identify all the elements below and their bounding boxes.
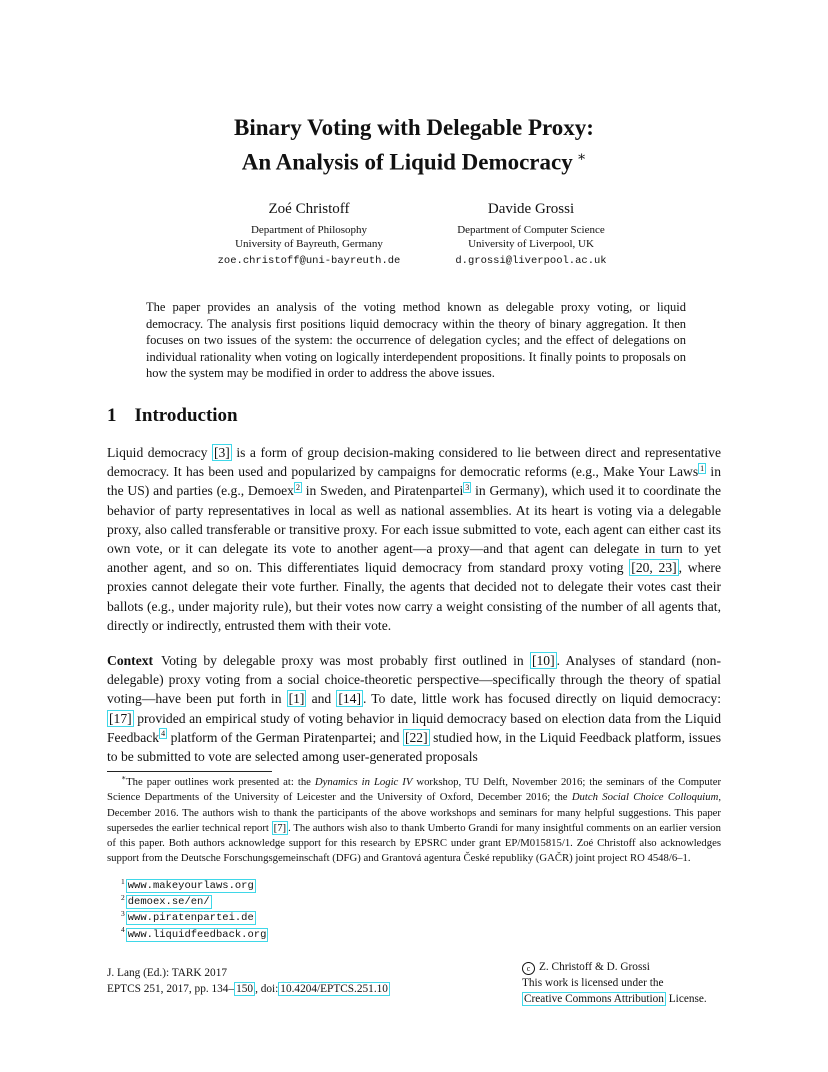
context-paragraph — [107, 651, 721, 766]
text-run: , December 2016. The authors wish to thank the participants of the above workshops and seminars for many helpful suggestions. This paper supersedes the earlier technical report — [107, 791, 721, 834]
doi-link[interactable]: 10.4204/EPTCS.251.10 — [280, 983, 388, 995]
author-name: Davide Grossi — [487, 201, 575, 217]
citation-link[interactable]: [3] — [213, 445, 230, 460]
author-name: Zoé Christoff — [268, 201, 350, 217]
section-number: 1 — [107, 405, 117, 426]
text-run: , doi: — [255, 983, 279, 995]
text-run: platform of the German Piratenpartei; and — [167, 729, 403, 745]
url-footnotes — [121, 878, 268, 943]
italic-run: Dutch Social Choice Colloquium — [571, 791, 719, 804]
text-run: EPTCS 251, 2017, pp. 134– — [107, 983, 235, 995]
text-run: in Germany), which used it to coordinate the behavior of party representatives in local as well as national assemblies. At its heart is voting via a delegable proxy, also called transferable or transitive proxy. For each issue submitted to vote, each agent can either cast its own vote, or it can delegate its vote to another agent—a proxy—and that agent can delegate in turn to yet another agent, and so on. This differentiates liquid democracy from standard proxy voting — [107, 483, 721, 576]
text-run: workshop, TU Delft, November 2016; the seminars of the Computer Science Departments of the University of Leicester and the University of Oxford, December 2016; the — [107, 776, 722, 804]
url-link[interactable]: www.makeyourlaws.org — [127, 880, 254, 892]
author-institution: University of Bayreuth, Germany — [235, 237, 383, 250]
footnote-link[interactable]: 4 — [161, 729, 166, 739]
url-footnote — [121, 878, 268, 894]
text-run: , where proxies cannot delegate their vote further. Finally, the agents that decided not to delegate their votes cast their ballots (e.g., under majority rule), but their votes now carry a weight consisting of the number of all agents that, directly or indirectly, entrusted them with their vote. — [107, 560, 721, 633]
license-info — [522, 959, 707, 1007]
author-department: Department of Computer Science — [457, 224, 605, 236]
footnote-link[interactable]: 3 — [465, 482, 470, 492]
title-footnote-mark: ∗ — [576, 150, 587, 165]
section-title: Introduction — [134, 405, 238, 426]
footnote-rule — [107, 771, 272, 772]
text-run: . The authors wish also to thank Umberto Grandi for many insightful comments on an earlier version of this paper. Both authors acknowledge support for this research by EPSRC under grant EP/M015815/1. Zoé Christoff also acknowledges support from the Deutsche Forschungsgemeinschaft (DFG) and Grantová agentura České republiky (GAČR) joint project RO 4548/6–1. — [107, 821, 721, 865]
author-email[interactable]: zoe.christoff@uni-bayreuth.de — [217, 255, 401, 267]
footnote-link[interactable]: 1 — [700, 463, 705, 473]
title-line-1: Binary Voting with Delegable Proxy: — [234, 115, 594, 140]
citation-link[interactable]: [20, 23] — [631, 560, 677, 576]
license-link-line — [522, 991, 707, 1007]
url-footnote — [121, 894, 268, 910]
abstract: The paper provides an analysis of the voting method known as delegable proxy voting, or liquid democracy. The analysis first positions liquid democracy within the theory of binary aggregation. It then focuses on two issues of the system: the occurrence of delegation cycles; and the effect of delegations on individual rationality when voting on logically interdependent propositions. It finally points to proposals on how the system may be modified in order to address the above issues. — [146, 300, 686, 381]
footnote-number: 3 — [121, 908, 125, 918]
title-line-2 — [0, 143, 828, 178]
author-email[interactable]: d.grossi@liverpool.ac.uk — [455, 255, 607, 267]
text-run: . Analyses of standard (non-delegable) proxy voting from a social choice-theoretic perspective—specifically through the theory of spatial voting—have been put forth in — [107, 653, 721, 707]
citation-link[interactable]: [22] — [404, 729, 428, 745]
publication-info — [107, 965, 390, 997]
copyright-line — [522, 959, 707, 975]
text-run: provided an empirical study of voting behavior in liquid democracy based on election data from the Liquid Feedback — [107, 710, 721, 745]
paper-title — [0, 113, 828, 178]
url-footnote — [121, 910, 268, 926]
author-institution: University of Liverpool, UK — [468, 237, 594, 250]
text-run: License. — [665, 993, 707, 1005]
last-page-link[interactable]: 150 — [236, 983, 254, 995]
footnote-mark: ∗ — [121, 773, 127, 783]
url-link[interactable]: www.liquidfeedback.org — [127, 928, 267, 941]
footnote-number: 1 — [121, 876, 125, 886]
text-run: and — [306, 691, 337, 707]
url-link[interactable]: www.piratenpartei.de — [127, 912, 254, 925]
intro-paragraph — [107, 443, 721, 635]
license-link[interactable]: Creative Commons Attribution — [524, 993, 664, 1005]
footnote-number: 4 — [121, 925, 125, 935]
text-run: in Sweden, and Piratenpartei — [301, 483, 464, 499]
paragraph-lead: Context — [107, 653, 154, 668]
text-run: is a form of group decision-making considered to lie between direct and representative democracy. It has been used and popularized by campaigns for democratic reforms (e.g., Make Your Laws — [107, 445, 721, 480]
footnote-number: 2 — [121, 892, 125, 902]
eptcs-line — [107, 981, 390, 997]
url-footnote — [121, 927, 268, 943]
text-run: The paper outlines work presented at: the — [126, 776, 315, 788]
copyright-holders: Z. Christoff & D. Grossi — [539, 961, 650, 973]
title-footnote — [107, 775, 721, 867]
section-heading — [107, 405, 238, 427]
author-block-1 — [199, 199, 419, 269]
text-run: Liquid democracy — [107, 445, 212, 460]
text-run: Voting by delegable proxy was most probably first outlined in — [161, 653, 530, 668]
text-run: studied how, in the Liquid Feedback platform, issues to be submitted to vote are selected among user-generated proposals — [107, 729, 721, 765]
italic-run: Dynamics in Logic IV — [314, 776, 413, 788]
text-run: . To date, little work has focused directly on liquid democracy: — [363, 691, 721, 707]
copyright-icon: c — [522, 962, 535, 975]
footnote-link[interactable]: 2 — [295, 482, 300, 492]
citation-link[interactable]: [10] — [531, 653, 555, 668]
license-line: This work is licensed under the — [522, 977, 664, 989]
author-department: Department of Philosophy — [250, 224, 368, 236]
editor-line: J. Lang (Ed.): TARK 2017 — [107, 967, 228, 979]
title-line-2-text: An Analysis of Liquid Democracy — [241, 149, 573, 175]
url-link[interactable]: demoex.se/en/ — [127, 896, 210, 909]
author-block-2 — [421, 199, 641, 269]
citation-link[interactable]: [14] — [338, 691, 361, 707]
citation-link[interactable]: [1] — [288, 691, 305, 707]
citation-link[interactable]: [17] — [109, 710, 132, 726]
citation-link[interactable]: [7] — [273, 821, 287, 834]
text-run: in the US) and parties (e.g., Demoex — [107, 464, 721, 499]
